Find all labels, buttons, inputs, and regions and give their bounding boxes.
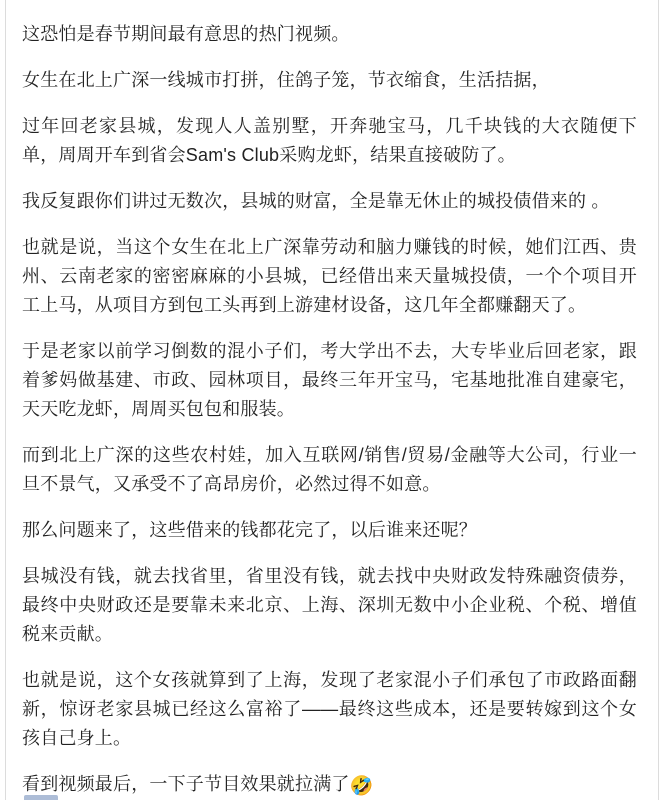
- post-paragraph: 而到北上广深的这些农村娃，加入互联网/销售/贸易/金融等大公司，行业一旦不景气，又承受不了高昂房价，必然过得不如意。: [22, 445, 637, 494]
- post-paragraph: 于是老家以前学习倒数的混小子们，考大学出不去，大专毕业后回老家，跟着爹妈做基建、市政、园林项目，最终三年开宝马，宅基地批准自建豪宅，天天吃龙虾，周周买包包和服装。: [22, 341, 637, 419]
- post-paragraph: 女生在北上广深一线城市打拼，住鸽子笼，节衣缩食，生活拮据，: [22, 70, 550, 90]
- truncated-bottom-link[interactable]: [24, 795, 58, 800]
- post-paragraph: [22, 770, 637, 800]
- post-paragraph: 也就是说，这个女孩就算到了上海，发现了老家混小子们承包了市政路面翻新，惊讶老家县城已经这么富裕了——最终这些成本，还是要转嫁到这个女孩自己身上。: [22, 670, 637, 748]
- rofl-emoji: 🤣: [349, 776, 374, 797]
- post-paragraph: 那么问题来了，这些借来的钱都花完了，以后谁来还呢？: [22, 520, 477, 540]
- post-paragraph: 也就是说，当这个女生在北上广深靠劳动和脑力赚钱的时候，她们江西、贵州、云南老家的密密麻麻的小县城，已经借出来天量城投债，一个个项目开工上马，从项目方到包工头再到上游建材设备，这几年全都赚翻天了。: [22, 237, 637, 315]
- post-paragraph-text: 看到视频最后，一下子节目效果就拉满了: [22, 774, 350, 794]
- post-paragraph: 县城没有钱，就去找省里，省里没有钱，就去找中央财政发特殊融资债券，最终中央财政还是要靠未来北京、上海、深圳无数中小企业税、个税、增值税来贡献。: [22, 566, 637, 644]
- post-paragraph: 过年回老家县城，发现人人盖别墅，开奔驰宝马，几千块钱的大衣随便下单，周周开车到省会Sam's Club采购龙虾，结果直接破防了。: [22, 116, 637, 165]
- post-paragraph: 我反复跟你们讲过无数次，县城的财富，全是靠无休止的城投债借来的 。: [22, 191, 610, 211]
- post-paragraph: 这恐怕是春节期间最有意思的热门视频。: [22, 24, 350, 44]
